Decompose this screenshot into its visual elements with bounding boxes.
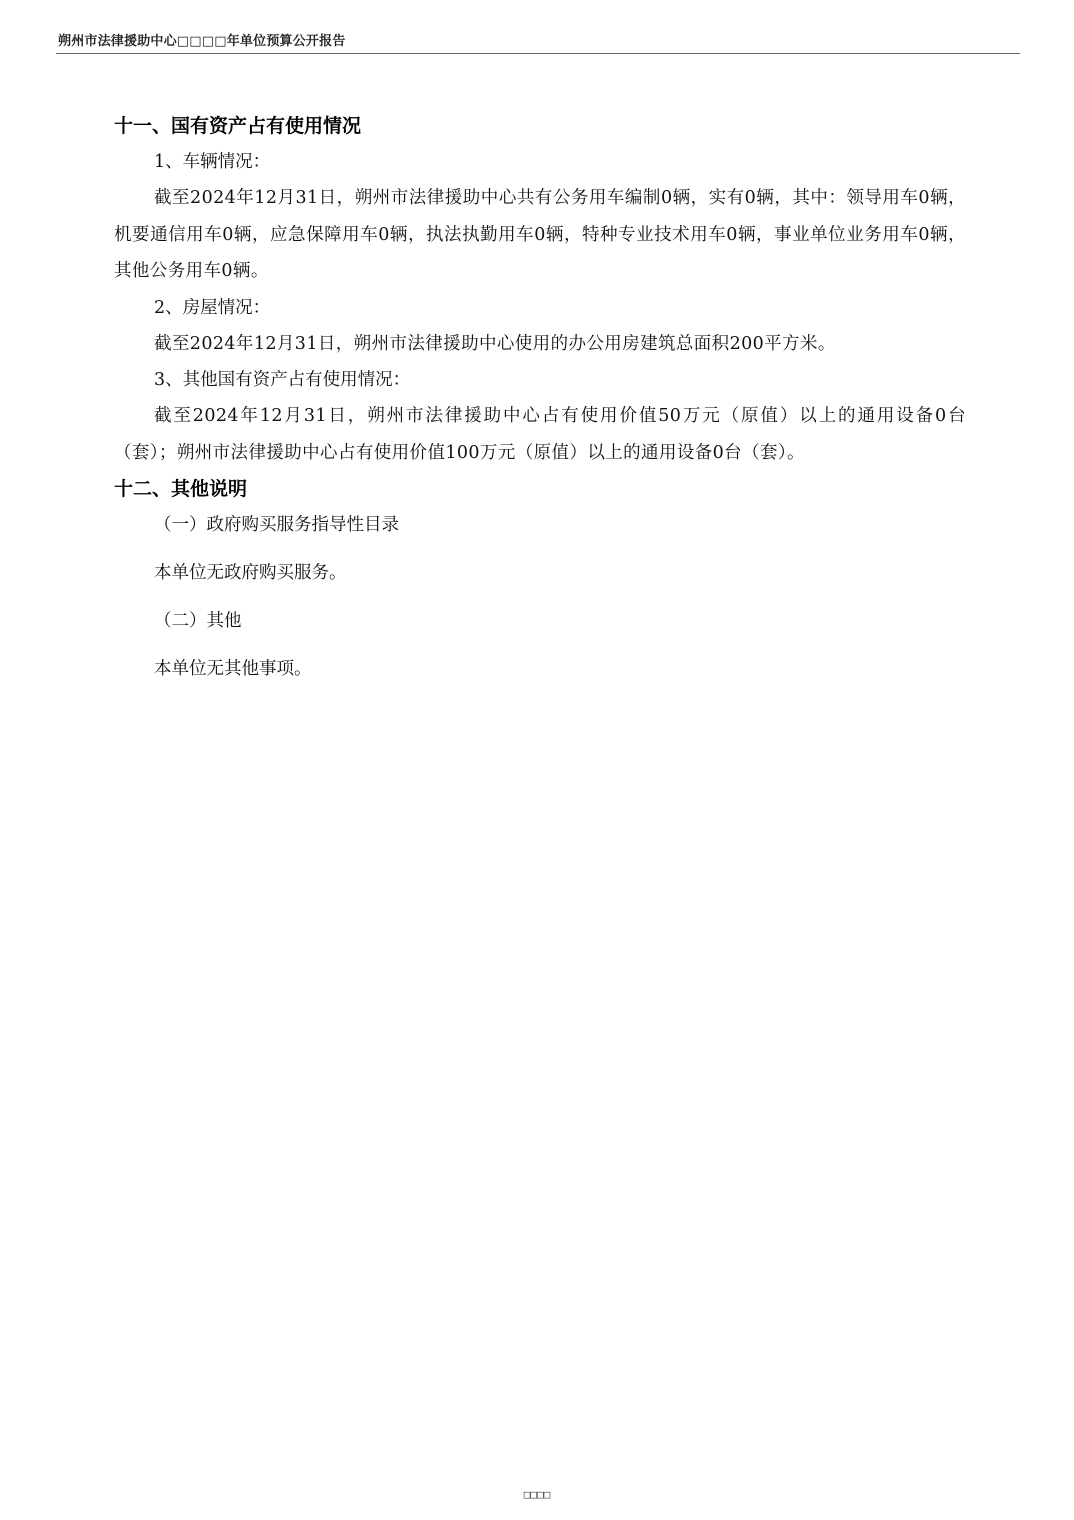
housing-paragraph: 截至2024年12月31日，朔州市法律援助中心使用的办公用房建筑总面积200平方米。 <box>154 333 836 354</box>
vehicle-paragraph: 截至2024年12月31日，朔州市法律援助中心共有公务用车编制0辆，实有0辆，其中：领导用车0辆，机要通信用车0辆，应急保障用车0辆，执法执勤用车0辆，特种专业技术用车0辆，事业单位业务用车0辆，其他公务用车0辆。 <box>114 188 966 281</box>
gov-purchase-text: 本单位无政府购买服务。 <box>154 563 347 583</box>
section-11 <box>114 108 966 471</box>
vehicle-subtitle: 1、车辆情况： <box>154 152 271 172</box>
other-assets-subtitle: 3、其他国有资产占有使用情况： <box>154 370 411 390</box>
other-text: 本单位无其他事项。 <box>154 659 312 679</box>
housing-subtitle: 2、房屋情况： <box>154 297 271 318</box>
page-number: □□□□ <box>523 1488 551 1501</box>
page-header-title: 朔州市法律援助中心□□□□年单位预算公开报告 <box>58 34 346 49</box>
section-12 <box>114 471 966 687</box>
header-divider <box>56 53 1020 54</box>
gov-purchase-subtitle: （一）政府购买服务指导性目录 <box>154 515 399 535</box>
other-subtitle: （二）其他 <box>154 611 242 631</box>
document-body <box>114 108 966 699</box>
section-11-heading: 十一、国有资产占有使用情况 <box>114 115 362 137</box>
section-12-heading: 十二、其他说明 <box>114 478 248 500</box>
other-assets-paragraph: 截至2024年12月31日，朔州市法律援助中心占有使用价值50万元（原值）以上的通用设备0台（套）；朔州市法律援助中心占有使用价值100万元（原值）以上的通用设备0台（套）。 <box>114 406 966 463</box>
